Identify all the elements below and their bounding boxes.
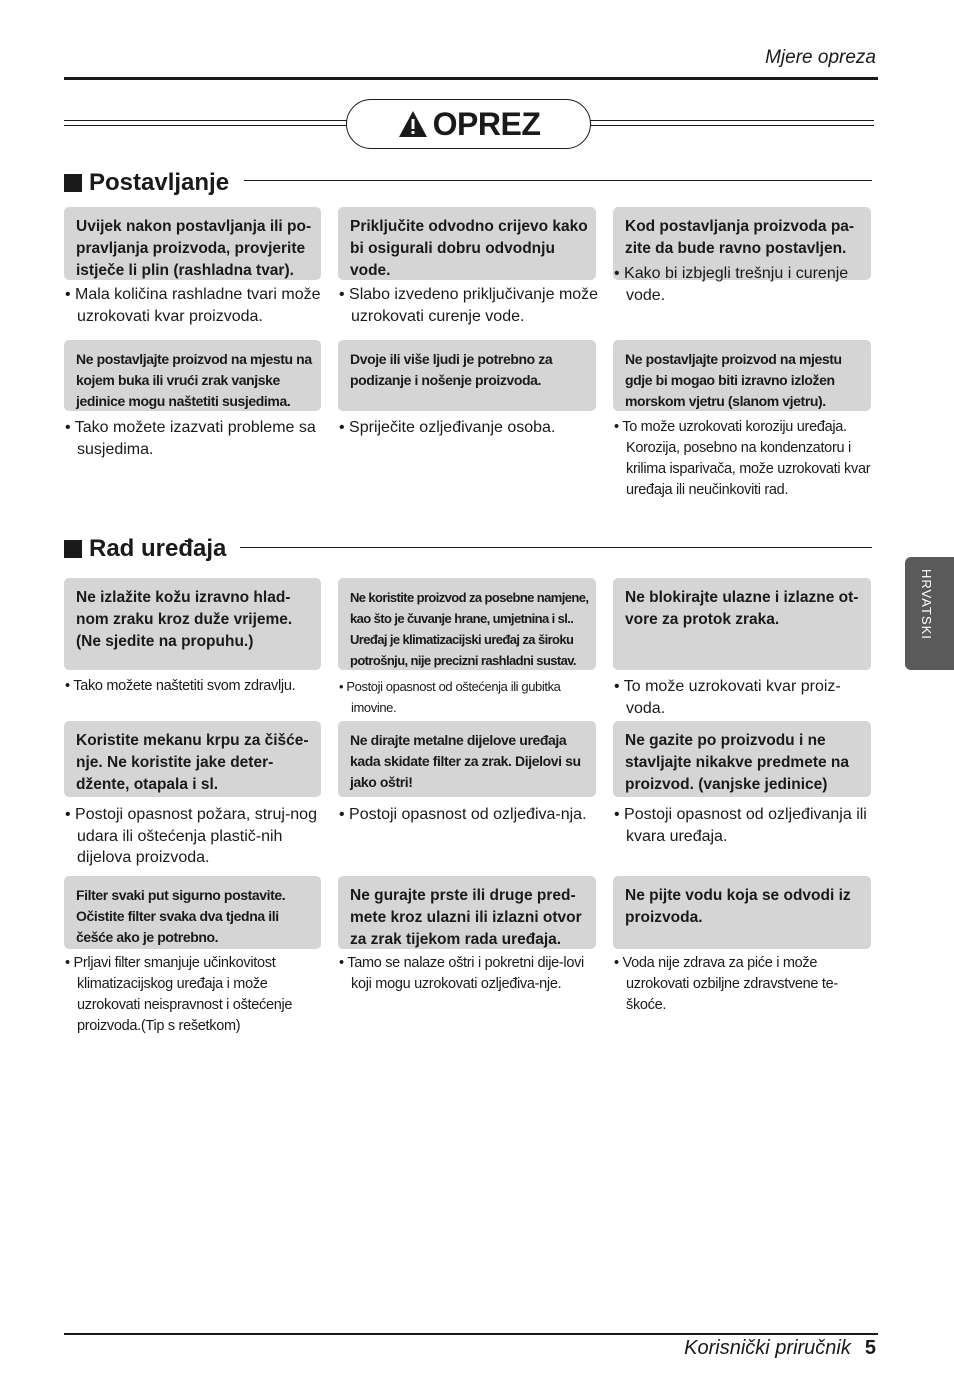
section-installation-heading xyxy=(64,169,229,197)
page-number: 5 xyxy=(864,1337,876,1359)
caution-note: • Mala količina rashladne tvari može uzrokovati kvar proizvoda. xyxy=(65,286,321,325)
caution-note: • Voda nije zdrava za piće i može uzrokovati ozbiljne zdravstvene te-škoće. xyxy=(614,955,838,1013)
caution-card: Kod postavljanja proizvoda pa-zite da bude ravno postavljen. xyxy=(613,207,871,280)
bottom-rule xyxy=(64,1333,878,1335)
caution-note: • Postoji opasnost požara, struj-nog udara ili oštećenja plastič-nih dijelova proizvoda. xyxy=(65,806,317,866)
caution-note: • Spriječite ozljeđivanje osoba. xyxy=(339,419,556,436)
caution-card: Ne izlažite kožu izravno hlad-nom zraku kroz duže vrijeme. (Ne sjedite na propuhu.) xyxy=(64,578,321,670)
caution-card: Ne postavljajte proizvod na mjestu na kojem buka ili vrući zrak vanjske jedinice mogu naštetiti susjedima. xyxy=(64,340,321,411)
caution-note: • To može uzrokovati kvar proiz-voda. xyxy=(614,678,841,717)
caution-card: Priključite odvodno crijevo kako bi osigurali dobru odvodnju vode. xyxy=(338,207,596,280)
language-tab xyxy=(905,557,954,670)
section-square-icon xyxy=(64,540,82,558)
caution-card: Dvoje ili više ljudi je potrebno za podizanje i nošenje proizvoda. xyxy=(338,340,596,411)
caution-note: • Tako možete izazvati probleme sa susjedima. xyxy=(65,419,316,458)
caution-card: Ne gazite po proizvodu i ne stavljajte nikakve predmete na proizvod. (vanjske jedinice) xyxy=(613,721,871,797)
section-title: Rad uređaja xyxy=(89,535,227,562)
header-title: Mjere opreza xyxy=(765,47,876,68)
top-rule xyxy=(64,77,878,80)
caution-note: • Tamo se nalaze oštri i pokretni dije-lovi koji mogu uzrokovati ozljeđiva-nje. xyxy=(339,955,584,992)
caution-note: • Prljavi filter smanjuje učinkovitost klimatizacijskog uređaja i može uzrokovati neispravnost i oštećenje proizvoda.(Tip s rešetkom) xyxy=(65,955,293,1034)
caution-card: Filter svaki put sigurno postavite. Očistite filter svaka dva tjedna ili češće ako je potrebno. xyxy=(64,876,321,949)
caution-card: Ne pijte vodu koja se odvodi iz proizvoda. xyxy=(613,876,871,949)
caution-card: Ne gurajte prste ili druge pred-mete kroz ulazni ili izlazni otvor za zrak tijekom rada uređaja. xyxy=(338,876,596,949)
caution-note: • To može uzrokovati koroziju uređaja. Korozija, posebno na kondenzatoru i krilima isparivača, može uzrokovati kvar uređaja ili neučinkoviti rad. xyxy=(614,419,871,498)
caution-card: Ne dirajte metalne dijelove uređaja kada skidate filter za zrak. Dijelovi su jako oštri! xyxy=(338,721,596,797)
language-tab-label: HRVATSKI xyxy=(919,569,934,640)
section-title: Postavljanje xyxy=(89,169,230,196)
caution-card: Ne blokirajte ulazne i izlazne ot-vore za protok zraka. xyxy=(613,578,871,670)
footer-manual-name: Korisnički priručnik xyxy=(684,1337,851,1359)
caution-banner xyxy=(346,99,591,149)
section-rule xyxy=(240,547,872,548)
caution-note: • Postoji opasnost od ozljeđivanja ili kvara uređaja. xyxy=(614,806,867,845)
caution-card: Koristite mekanu krpu za čišće-nje. Ne koristite jake deter-džente, otapala i sl. xyxy=(64,721,321,797)
warning-icon xyxy=(397,109,429,139)
section-rule xyxy=(244,180,872,181)
caution-note: • Kako bi izbjegli trešnju i curenje vode. xyxy=(614,265,849,304)
section-square-icon xyxy=(64,174,82,192)
caution-card: Uvijek nakon postavljanja ili po-pravljanja proizvoda, provjerite istječe li plin (rashladna tvar). xyxy=(64,207,321,280)
section-operation-heading xyxy=(64,535,226,563)
caution-rule-right xyxy=(590,120,874,126)
caution-title: OPREZ xyxy=(432,105,541,142)
caution-note: • Tako možete naštetiti svom zdravlju. xyxy=(65,678,296,694)
footer xyxy=(684,1337,876,1360)
caution-note: • Slabo izvedeno priključivanje može uzrokovati curenje vode. xyxy=(339,286,599,325)
caution-note: • Postoji opasnost od ozljeđiva-nja. xyxy=(339,806,587,823)
caution-rule-left xyxy=(64,120,349,126)
caution-card: Ne koristite proizvod za posebne namjene, kao što je čuvanje hrane, umjetnina i sl.. Uređaj je klimatizacijski uređaj za široku potrošnju, nije precizni rashladni sustav. xyxy=(338,578,596,670)
caution-note: • Postoji opasnost od oštećenja ili gubitka imovine. xyxy=(339,679,561,715)
caution-card: Ne postavljajte proizvod na mjestu gdje bi mogao biti izravno izložen morskom vjetru (slanom vjetru). xyxy=(613,340,871,411)
